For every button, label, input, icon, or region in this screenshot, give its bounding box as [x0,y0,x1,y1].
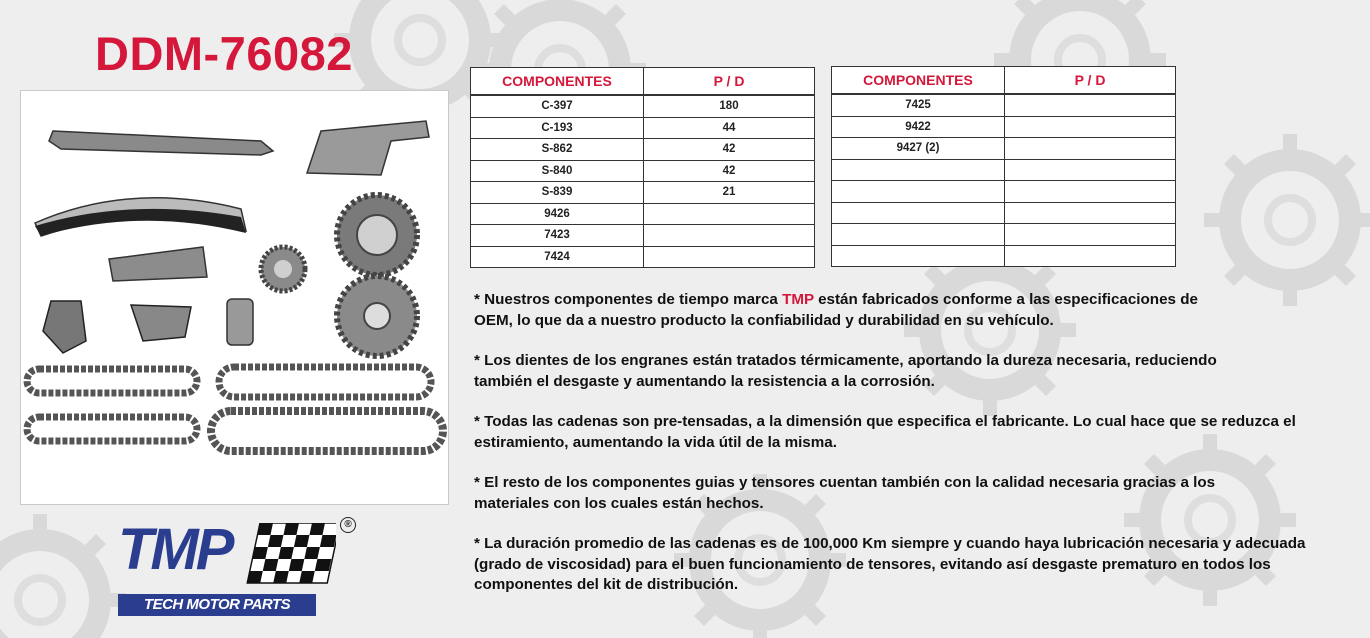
note-chains: * Todas las cadenas son pre-tensadas, a la dimensión que especifica el fabricante. Lo cual hace que se reduzca el estiramiento, aumentando la vida útil de la misma. [474,413,1296,451]
plunger [227,299,253,345]
note-guides: * El resto de los componentes guias y tensores cuentan también con la calidad necesaria gracias a los materiales con los cuales están hechos. [474,474,1216,512]
pd-cell [1005,94,1176,116]
logo-tagline: TECH MOTOR PARTS [118,594,316,616]
table-row [471,117,815,139]
table-row [471,225,815,247]
note-oem-before: * Nuestros componentes de tiempo marca [474,291,783,308]
pd-cell: 42 [644,139,815,161]
component-cell: 7423 [471,225,644,247]
pd-cell [1005,181,1176,203]
pd-cell [1005,202,1176,224]
table-row [832,181,1176,203]
product-code: DDM-76082 [95,27,353,80]
table-row [471,246,815,268]
column-header-components: COMPONENTES [832,67,1005,95]
logo-brand: TMP [118,517,232,582]
components-table-right [831,66,1176,267]
pd-cell [644,225,815,247]
pd-cell [1005,159,1176,181]
table-row [832,116,1176,138]
note-oem [474,290,1204,331]
component-cell [832,202,1005,224]
tensioner-1 [43,301,86,353]
component-cell: S-839 [471,182,644,204]
column-header-pd: P / D [1005,67,1176,95]
registered-mark: ® [340,517,356,533]
timing-kit-illustration [21,91,448,504]
component-cell: C-193 [471,117,644,139]
product-notes [474,290,1364,616]
table-row [832,159,1176,181]
component-cell [832,159,1005,181]
table-row [832,245,1176,267]
table-row [471,95,815,117]
component-cell: 9427 (2) [832,138,1005,160]
chain-small-1 [27,369,197,393]
component-cell: 9426 [471,203,644,225]
components-table-left [470,67,815,268]
pd-cell [1005,224,1176,246]
component-cell: S-840 [471,160,644,182]
note-oem-after: están fabricados conforme a las especificaciones de OEM, lo que da a nuestro producto la confiabilidad y durabilidad en su vehículo. [474,291,1198,329]
component-cell: 7424 [471,246,644,268]
chain-long-2 [211,411,443,451]
component-cell: S-862 [471,139,644,161]
table-row [471,139,815,161]
cam-sprocket-2 [337,276,417,356]
chain-long-1 [219,367,431,397]
pd-cell [1005,138,1176,160]
pd-cell [1005,245,1176,267]
table-row [832,94,1176,116]
crank-sprocket [261,247,305,291]
note-gears: * Los dientes de los engranes están tratados térmicamente, aportando la dureza necesaria, reduciendo también el desgaste y aumentando la resistencia a la corrosión. [474,352,1217,390]
note-duration: * La duración promedio de las cadenas es de 100,000 Km siempre y cuando haya lubricación necesaria y adecuada (grado de viscosidad) para el buen funcionamiento de tensores, evitando así desgaste prematuro en todos los componentes del kit de distribución. [474,535,1306,593]
small-guide [109,247,207,281]
table-row [832,224,1176,246]
component-cell [832,245,1005,267]
product-photo [20,90,449,505]
checkered-flag-icon [246,523,336,587]
bracket [307,121,429,175]
table-row [471,182,815,204]
guide-rail [49,131,273,155]
note-oem-brand: TMP [782,291,814,308]
pd-cell [1005,116,1176,138]
table-row [832,138,1176,160]
pd-cell [644,203,815,225]
tmp-logo [118,517,358,617]
chain-small-2 [27,417,197,441]
pd-cell: 21 [644,182,815,204]
pd-cell: 180 [644,95,815,117]
pd-cell [644,246,815,268]
table-row [832,202,1176,224]
component-cell [832,181,1005,203]
column-header-components: COMPONENTES [471,68,644,96]
cam-sprocket-1 [337,195,417,275]
component-cell: 7425 [832,94,1005,116]
table-row [471,160,815,182]
pd-cell: 42 [644,160,815,182]
column-header-pd: P / D [644,68,815,96]
component-cell: 9422 [832,116,1005,138]
tensioner-2 [131,305,191,341]
component-cell [832,224,1005,246]
pd-cell: 44 [644,117,815,139]
table-row [471,203,815,225]
component-cell: C-397 [471,95,644,117]
